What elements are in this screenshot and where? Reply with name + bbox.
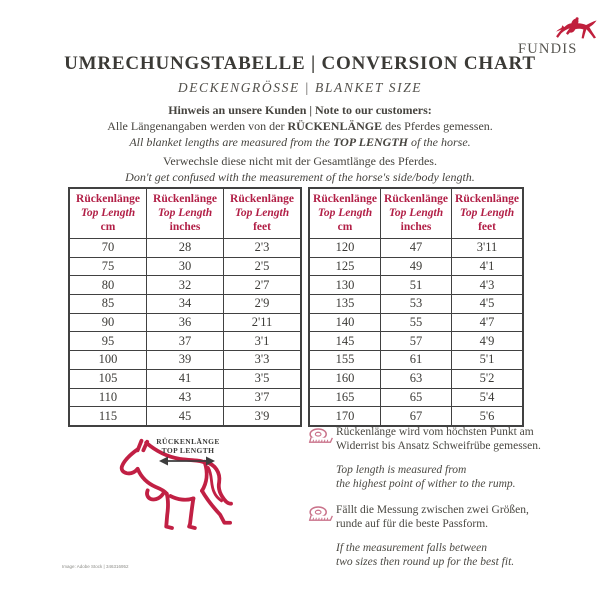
table-row [309,239,523,258]
cell-feet: 2'5 [224,257,302,276]
cell-feet: 4'9 [452,332,524,351]
table-row [69,388,301,407]
column-header-cm: Rückenlänge Top Length cm [309,188,381,239]
cell-inches: 57 [381,332,452,351]
table-row [69,276,301,295]
table-row [309,351,523,370]
table-header-row [69,188,301,239]
cell-feet: 5'1 [452,351,524,370]
tape-measure-icon [306,428,336,445]
cell-inches: 41 [147,369,224,388]
cell-inches: 34 [147,295,224,314]
cell-inches: 28 [147,239,224,258]
column-header-inches: Rückenlänge Top Length inches [381,188,452,239]
table-row [309,295,523,314]
cell-feet: 3'7 [224,388,302,407]
double-arrow-icon [159,455,215,467]
cell-cm: 140 [309,313,381,332]
cell-inches: 65 [381,388,452,407]
table-row [69,407,301,426]
cell-feet: 4'7 [452,313,524,332]
table-row [309,388,523,407]
conversion-table-large-sizes [308,187,524,427]
table-row [309,276,523,295]
cell-inches: 61 [381,351,452,370]
cell-feet: 3'9 [224,407,302,426]
table-row [309,313,523,332]
warning-english: Don't get confused with the measurement of the horse's side/body length. [125,170,475,184]
table-row [69,295,301,314]
column-header-cm: Rückenlänge Top Length cm [69,188,147,239]
cell-feet: 4'5 [452,295,524,314]
tip-german-text: Fällt die Messung zwischen zwei Größen, runde auf für die beste Passform. [336,504,529,530]
cell-inches: 55 [381,313,452,332]
cell-feet: 4'3 [452,276,524,295]
cell-cm: 100 [69,351,147,370]
table-row [309,332,523,351]
page-subtitle: DECKENGRÖSSE | BLANKET SIZE [177,80,423,95]
table-row [309,369,523,388]
cell-feet: 3'3 [224,351,302,370]
cell-inches: 53 [381,295,452,314]
table-row [69,332,301,351]
measurement-tips [306,426,586,582]
cell-feet: 3'5 [224,369,302,388]
cell-feet: 5'6 [452,407,524,426]
cell-cm: 165 [309,388,381,407]
cell-cm: 95 [69,332,147,351]
tip-measure-points [306,426,586,453]
table-row [69,351,301,370]
image-credit: Image: Adobe Stock | 346316952 [62,564,129,569]
table-row [309,407,523,426]
cell-cm: 160 [309,369,381,388]
cell-inches: 47 [381,239,452,258]
cell-feet: 4'1 [452,257,524,276]
table-header-row [309,188,523,239]
conversion-table-small-sizes [68,187,302,427]
note-english: All blanket lengths are measured from the TOP LENGTH of the horse. [129,135,471,149]
cell-feet: 5'4 [452,388,524,407]
cell-cm: 155 [309,351,381,370]
tip-english-text: If the measurement falls between two sizes then round up for the best fit. [336,542,515,568]
cell-cm: 90 [69,313,147,332]
cell-inches: 30 [147,257,224,276]
tip-round-up [306,504,586,531]
cell-feet: 3'11 [452,239,524,258]
cell-inches: 49 [381,257,452,276]
page-title: UMRECHUNGSTABELLE | CONVERSION CHART [64,53,536,74]
note-heading: Hinweis an unsere Kunden | Note to our customers: [168,103,432,117]
confusion-warning [0,153,600,185]
cell-feet: 2'9 [224,295,302,314]
cell-inches: 36 [147,313,224,332]
cell-inches: 39 [147,351,224,370]
cell-feet: 3'1 [224,332,302,351]
cell-cm: 120 [309,239,381,258]
cell-feet: 2'11 [224,313,302,332]
cell-cm: 110 [69,388,147,407]
table-row [69,369,301,388]
table-row [69,239,301,258]
cell-cm: 145 [309,332,381,351]
cell-feet: 2'7 [224,276,302,295]
top-length-label: RÜCKENLÄNGE TOP LENGTH [156,437,220,455]
cell-inches: 45 [147,407,224,426]
cell-inches: 37 [147,332,224,351]
cell-cm: 85 [69,295,147,314]
cell-cm: 80 [69,276,147,295]
tip-german-text: Rückenlänge wird vom höchsten Punkt am Widerrist bis Ansatz Schweifrübe gemessen. [336,426,541,452]
warning-german: Verwechsle diese nicht mit der Gesamtlänge des Pferdes. [163,154,437,168]
cell-inches: 63 [381,369,452,388]
column-header-inches: Rückenlänge Top Length inches [147,188,224,239]
cell-cm: 105 [69,369,147,388]
cell-cm: 125 [309,257,381,276]
table-row [69,257,301,276]
column-header-feet: Rückenlänge Top Length feet [224,188,302,239]
cell-feet: 2'3 [224,239,302,258]
cell-inches: 32 [147,276,224,295]
fundis-brand-name: FUNDIS [518,41,578,57]
tip-english-text: Top length is measured from the highest point of wither to the rump. [336,464,516,490]
note-german: Alle Längenangaben werden von der RÜCKENLÄNGE des Pferdes gemessen. [107,119,493,133]
cell-inches: 51 [381,276,452,295]
cell-feet: 5'2 [452,369,524,388]
cell-cm: 135 [309,295,381,314]
customer-note [0,102,600,150]
cell-cm: 75 [69,257,147,276]
table-row [69,313,301,332]
cell-inches: 67 [381,407,452,426]
cell-inches: 43 [147,388,224,407]
cell-cm: 115 [69,407,147,426]
cell-cm: 170 [309,407,381,426]
column-header-feet: Rückenlänge Top Length feet [452,188,524,239]
cell-cm: 70 [69,239,147,258]
table-row [309,257,523,276]
cell-cm: 130 [309,276,381,295]
tape-measure-icon [306,506,336,523]
